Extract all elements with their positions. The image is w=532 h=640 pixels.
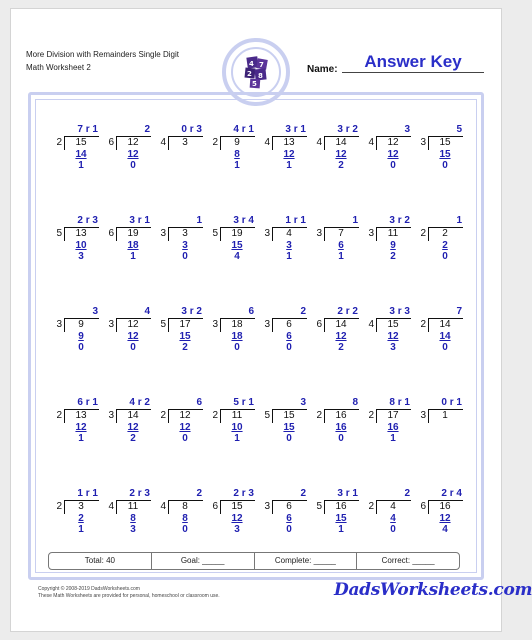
divisor: 3 [264,501,270,512]
division-problem [414,211,466,302]
divisor: 2 [368,410,374,421]
divisor: 5 [56,228,62,239]
division-problem [50,302,102,393]
quotient: 0 r 3 [181,124,202,135]
product: 12 [179,422,191,433]
division-problem [50,211,102,302]
divisor: 2 [420,319,426,330]
quotient: 4 r 1 [233,124,254,135]
remainder: 0 [286,433,292,444]
dividend: 16 [335,410,347,421]
remainder: 1 [286,160,292,171]
division-problem [258,120,310,211]
product: 8 [234,149,240,160]
quotient: 2 [144,124,150,135]
dividend: 15 [387,319,399,330]
quotient: 2 [196,488,202,499]
correct-field: Correct: _____ [381,556,435,565]
divisor: 2 [368,501,374,512]
division-problem [310,302,362,393]
dividend: 15 [283,410,295,421]
divisor: 4 [368,137,374,148]
dividend: 2 [442,228,448,239]
divisor: 6 [316,319,322,330]
product: 12 [231,513,243,524]
remainder: 4 [442,524,448,535]
dividend: 4 [286,228,292,239]
dividend: 4 [390,501,396,512]
total-count: Total: 40 [49,553,152,569]
product: 12 [387,331,399,342]
divisor: 2 [316,410,322,421]
goal-field: Goal: _____ [152,553,255,569]
dividend: 3 [182,137,188,148]
divisor: 2 [160,410,166,421]
remainder: 0 [182,251,188,262]
divisor: 6 [108,228,114,239]
divisor: 3 [212,319,218,330]
quotient: 3 [404,124,410,135]
division-problem [102,211,154,302]
divisor: 3 [420,410,426,421]
product: 15 [179,331,191,342]
dividend: 1 [442,410,448,421]
divisor: 3 [264,228,270,239]
copyright-text: Copyright © 2008-2019 DadsWorksheets.com [38,586,140,592]
division-problem [154,120,206,211]
divisor: 6 [212,501,218,512]
remainder: 1 [78,524,84,535]
product: 9 [78,331,84,342]
remainder: 0 [442,160,448,171]
remainder: 0 [286,342,292,353]
division-problem [50,393,102,484]
problem-row [50,120,466,211]
remainder: 0 [78,342,84,353]
remainder: 0 [234,342,240,353]
product: 12 [387,149,399,160]
remainder: 1 [78,433,84,444]
division-problem [206,120,258,211]
product: 12 [127,422,139,433]
quotient: 3 r 1 [285,124,306,135]
remainder: 0 [442,342,448,353]
product: 3 [286,240,292,251]
product: 14 [439,331,451,342]
remainder: 2 [338,160,344,171]
quotient: 5 [456,124,462,135]
division-problem [414,302,466,393]
title-line-2: Math Worksheet 2 [26,63,91,72]
divisor: 4 [108,501,114,512]
divisor: 3 [56,319,62,330]
remainder: 3 [390,342,396,353]
quotient: 4 r 2 [129,397,150,408]
dividend: 13 [283,137,295,148]
usage-notice: These Math Worksheets are provided for personal, homeschool or classroom use. [38,593,220,599]
product: 15 [283,422,295,433]
divisor: 3 [420,137,426,148]
product: 18 [231,331,243,342]
quotient: 7 r 1 [77,124,98,135]
dividend: 18 [231,319,243,330]
dividend: 11 [387,228,399,239]
product: 16 [335,422,347,433]
quotient: 2 r 2 [337,306,358,317]
dividend: 17 [179,319,191,330]
product: 4 [390,513,396,524]
problems-grid [50,120,466,575]
quotient: 1 [196,215,202,226]
product: 12 [127,149,139,160]
product: 10 [231,422,243,433]
division-problem [102,120,154,211]
quotient: 3 [300,397,306,408]
remainder: 0 [390,160,396,171]
numbers-cube-icon [233,49,279,95]
quotient: 2 r 3 [233,488,254,499]
product: 6 [338,240,344,251]
product: 12 [127,331,139,342]
remainder: 3 [130,524,136,535]
divisor: 2 [56,137,62,148]
division-problem [154,211,206,302]
dividend: 3 [182,228,188,239]
dividend: 9 [234,137,240,148]
remainder: 0 [442,251,448,262]
problem-row [50,302,466,393]
division-problem [206,211,258,302]
product: 9 [390,240,396,251]
product: 15 [439,149,451,160]
remainder: 0 [182,524,188,535]
remainder: 2 [390,251,396,262]
dividend: 14 [335,319,347,330]
product: 2 [78,513,84,524]
dividend: 19 [231,228,243,239]
name-label: Name: [307,64,338,75]
logo-badge [231,47,281,97]
complete-field: Complete: _____ [255,553,358,569]
quotient: 3 r 2 [181,306,202,317]
product: 12 [283,149,295,160]
division-problem [102,302,154,393]
quotient: 0 r 1 [441,397,462,408]
quotient: 6 [248,306,254,317]
copyright-notice [38,586,220,600]
svg-text:7: 7 [259,61,264,69]
divisor: 5 [212,228,218,239]
remainder: 2 [338,342,344,353]
divisor: 3 [108,319,114,330]
divisor: 3 [368,228,374,239]
quotient: 1 [456,215,462,226]
remainder: 1 [390,433,396,444]
product: 12 [75,422,87,433]
division-problem [258,302,310,393]
svg-text:4: 4 [249,60,254,68]
quotient: 2 [300,306,306,317]
product: 6 [286,331,292,342]
quotient: 3 r 1 [337,488,358,499]
remainder: 2 [182,342,188,353]
quotient: 2 r 4 [441,488,462,499]
remainder: 3 [78,251,84,262]
remainder: 1 [130,251,136,262]
product: 15 [335,513,347,524]
divisor: 2 [56,410,62,421]
remainder: 1 [234,160,240,171]
division-problem [362,302,414,393]
dividend: 13 [75,410,87,421]
division-problem [154,302,206,393]
remainder: 1 [338,524,344,535]
quotient: 3 r 4 [233,215,254,226]
divisor: 4 [160,501,166,512]
remainder: 1 [234,433,240,444]
dividend: 13 [75,228,87,239]
quotient: 3 r 3 [389,306,410,317]
dividend: 19 [127,228,139,239]
problem-row [50,393,466,484]
division-problem [310,211,362,302]
title-line-1: More Division with Remainders Single Digit [26,50,179,59]
divisor: 4 [316,137,322,148]
remainder: 2 [130,433,136,444]
remainder: 1 [286,251,292,262]
worksheet-title [26,48,226,74]
product: 6 [286,513,292,524]
product: 14 [75,149,87,160]
quotient: 1 r 1 [285,215,306,226]
division-problem [362,120,414,211]
product: 15 [231,240,243,251]
remainder: 0 [390,524,396,535]
divisor: 2 [56,501,62,512]
divisor: 6 [420,501,426,512]
product: 18 [127,240,139,251]
dividend: 12 [127,137,139,148]
svg-text:5: 5 [252,80,257,88]
quotient: 8 [352,397,358,408]
remainder: 0 [130,160,136,171]
remainder: 0 [338,433,344,444]
divisor: 6 [108,137,114,148]
product: 8 [182,513,188,524]
dividend: 14 [335,137,347,148]
remainder: 3 [234,524,240,535]
dividend: 6 [286,319,292,330]
product: 10 [75,240,87,251]
divisor: 5 [160,319,166,330]
divisor: 4 [368,319,374,330]
divisor: 3 [264,319,270,330]
divisor: 3 [316,228,322,239]
dividend: 7 [338,228,344,239]
quotient: 1 r 1 [77,488,98,499]
dividend: 17 [387,410,399,421]
divisor: 4 [160,137,166,148]
dividend: 12 [179,410,191,421]
dividend: 14 [439,319,451,330]
product: 3 [182,240,188,251]
division-problem [102,393,154,484]
quotient: 3 r 1 [129,215,150,226]
dividend: 3 [78,501,84,512]
quotient: 2 r 3 [77,215,98,226]
quotient: 2 [404,488,410,499]
quotient: 3 r 2 [337,124,358,135]
remainder: 4 [234,251,240,262]
svg-text:2: 2 [247,70,252,78]
product: 12 [335,331,347,342]
divisor: 4 [264,137,270,148]
dividend: 15 [75,137,87,148]
division-problem [414,120,466,211]
remainder: 0 [286,524,292,535]
division-problem [258,393,310,484]
dividend: 15 [439,137,451,148]
remainder: 0 [130,342,136,353]
answer-key-heading: Answer Key [342,52,484,73]
product: 12 [335,149,347,160]
product: 12 [439,513,451,524]
dividend: 8 [182,501,188,512]
remainder: 1 [338,251,344,262]
divisor: 3 [160,228,166,239]
divisor: 2 [212,410,218,421]
division-problem [50,120,102,211]
quotient: 3 r 2 [389,215,410,226]
dividend: 14 [127,410,139,421]
divisor: 3 [108,410,114,421]
quotient: 3 [92,306,98,317]
division-problem [362,393,414,484]
quotient: 6 [196,397,202,408]
division-problem [310,120,362,211]
product: 2 [442,240,448,251]
dividend: 6 [286,501,292,512]
dividend: 9 [78,319,84,330]
quotient: 1 [352,215,358,226]
brand-logo: DadsWorksheets.com [334,580,532,600]
dividend: 12 [127,319,139,330]
division-problem [206,393,258,484]
division-problem [310,393,362,484]
product: 16 [387,422,399,433]
quotient: 4 [144,306,150,317]
quotient: 2 r 3 [129,488,150,499]
quotient: 6 r 1 [77,397,98,408]
quotient: 2 [300,488,306,499]
dividend: 11 [231,410,243,421]
division-problem [362,211,414,302]
problem-row [50,211,466,302]
division-problem [258,211,310,302]
dividend: 16 [439,501,451,512]
remainder: 1 [78,160,84,171]
product: 8 [130,513,136,524]
score-bar [48,552,460,570]
dividend: 12 [387,137,399,148]
quotient: 5 r 1 [233,397,254,408]
dividend: 16 [335,501,347,512]
division-problem [206,302,258,393]
remainder: 0 [182,433,188,444]
quotient: 7 [456,306,462,317]
dividend: 15 [231,501,243,512]
division-problem [414,393,466,484]
divisor: 5 [264,410,270,421]
division-problem [154,393,206,484]
divisor: 2 [420,228,426,239]
dividend: 11 [127,501,139,512]
divisor: 5 [316,501,322,512]
divisor: 2 [212,137,218,148]
svg-text:8: 8 [258,72,263,80]
quotient: 8 r 1 [389,397,410,408]
